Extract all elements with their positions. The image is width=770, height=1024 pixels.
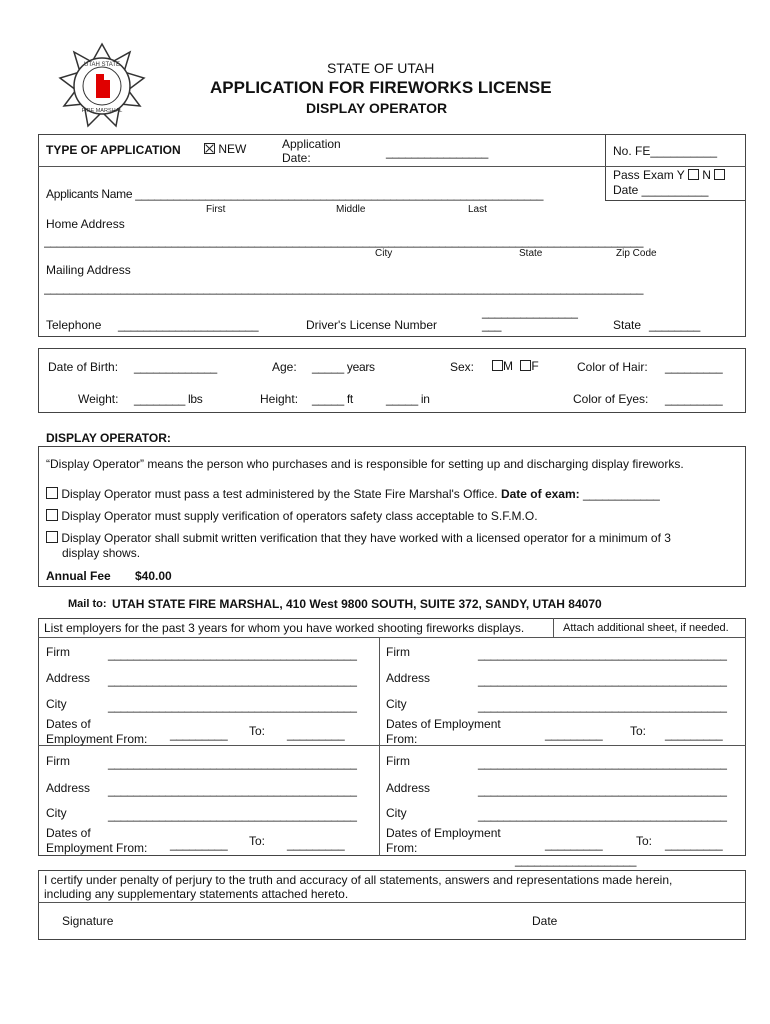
annual-fee-label: Annual Fee [46, 569, 111, 583]
new-label: NEW [218, 142, 247, 156]
sex-female-checkbox[interactable] [520, 360, 531, 371]
last-name-caption: Last [468, 204, 487, 215]
certify-top-line: ___________________ [515, 853, 637, 867]
state-heading: STATE OF UTAH [327, 60, 435, 76]
eye-color-label: Color of Eyes: [573, 392, 649, 406]
employer3-dates-label-2: Employment From: [46, 841, 148, 855]
employer1-dates-label-1: Dates of [46, 717, 91, 731]
employer4-dates-label-1: Dates of Employment [386, 826, 501, 840]
signature-date-label: Date [532, 914, 558, 928]
new-checkbox[interactable] [204, 143, 215, 154]
employer2-city-field[interactable]: _______________________________________ [478, 699, 727, 713]
sex-male-checkbox[interactable] [492, 360, 503, 371]
requirement-verification-text-2: display shows. [62, 546, 141, 560]
employer4-from-field[interactable]: _________ [545, 837, 603, 851]
application-date-field[interactable]: ________________ [386, 145, 488, 159]
employer4-city-field[interactable]: _______________________________________ [478, 808, 727, 822]
employer1-firm-field[interactable]: _______________________________________ [108, 647, 357, 661]
exam-date-label: Date of exam: [500, 487, 580, 501]
dob-field[interactable]: _____________ [134, 360, 217, 374]
employer4-to-label: To: [636, 834, 653, 848]
employer1-from-field[interactable]: _________ [170, 727, 228, 741]
zip-caption: Zip Code [616, 248, 657, 259]
employer2-firm-field[interactable]: _______________________________________ [478, 647, 727, 661]
employer3-dates-label-1: Dates of [46, 826, 91, 840]
employer1-address-label: Address [46, 671, 91, 685]
weight-field[interactable]: ________ lbs [134, 392, 203, 406]
employer4-firm-label: Firm [386, 754, 410, 768]
requirement-test-checkbox[interactable] [46, 487, 58, 499]
employers-instruction: List employers for the past 3 years for whom you have worked shooting fireworks displays. [44, 621, 525, 635]
telephone-label: Telephone [46, 318, 102, 332]
state-caption: State [519, 248, 543, 259]
first-name-caption: First [206, 204, 226, 215]
employer3-address-field[interactable]: _______________________________________ [108, 783, 357, 797]
weight-label: Weight: [78, 392, 119, 406]
employer1-address-field[interactable]: _______________________________________ [108, 673, 357, 687]
pass-exam-label: Pass Exam Y [613, 168, 685, 182]
drivers-license-field-bottom[interactable]: ___ [482, 318, 502, 332]
annual-fee-value: $40.00 [135, 569, 172, 583]
drivers-license-field-top[interactable]: _______________ [482, 305, 578, 319]
application-date-label-1: Application [282, 137, 341, 151]
home-address-field[interactable]: ______________________________________________________________________________________________ [44, 234, 644, 248]
applicants-name-field[interactable]: Applicants Name ________________________________________________________________ [46, 187, 544, 201]
dob-label: Date of Birth: [48, 360, 119, 374]
svg-text:FIRE MARSHAL: FIRE MARSHAL [81, 108, 123, 114]
height-inches-field[interactable]: _____ in [386, 392, 430, 406]
employer3-firm-label: Firm [46, 754, 70, 768]
employer4-address-label: Address [386, 781, 431, 795]
requirement-test-text: Display Operator must pass a test administered by the State Fire Marshal's Office. [61, 487, 498, 501]
display-operator-definition: “Display Operator” means the person who purchases and is responsible for setting up and discharging display fireworks. [46, 457, 684, 471]
mail-to-label: Mail to: [68, 598, 107, 610]
employer3-from-field[interactable]: _________ [170, 837, 228, 851]
age-label: Age: [272, 360, 297, 374]
pass-exam-yes-checkbox[interactable] [688, 169, 699, 180]
certification-text-1: I certify under penalty of perjury to the truth and accuracy of all statements, answers and representations made herein, [44, 873, 673, 887]
pass-exam-no-label: N [702, 168, 711, 182]
mailing-address-label: Mailing Address [46, 263, 131, 277]
sex-male-label: M [503, 359, 513, 373]
fire-marshal-seal [56, 40, 148, 132]
height-label: Height: [260, 392, 299, 406]
employer1-city-field[interactable]: _______________________________________ [108, 699, 357, 713]
employer2-address-label: Address [386, 671, 431, 685]
employer2-from-field[interactable]: _________ [545, 727, 603, 741]
requirement-verification-text-1: Display Operator shall submit written verification that they have worked with a licensed operator for a minimum of 3 [61, 531, 671, 545]
drivers-license-label: Driver's License Number [306, 318, 437, 332]
employer1-dates-label-2: Employment From: [46, 732, 148, 746]
exam-date-field[interactable]: ____________ [582, 487, 660, 501]
height-feet-field[interactable]: _____ ft [312, 392, 353, 406]
dl-state-label: State [613, 318, 642, 332]
fe-number-field[interactable]: No. FE__________ [613, 144, 718, 158]
form-title: APPLICATION FOR FIREWORKS LICENSE [210, 78, 552, 97]
employer1-firm-label: Firm [46, 645, 70, 659]
employer2-firm-label: Firm [386, 645, 410, 659]
attach-sheet-note: Attach additional sheet, if needed. [563, 622, 729, 634]
mail-to-address: UTAH STATE FIRE MARSHAL, 410 West 9800 SOUTH, SUITE 372, SANDY, UTAH 84070 [112, 597, 602, 611]
employer1-city-label: City [46, 697, 67, 711]
city-caption: City [375, 248, 393, 259]
application-date-label-2: Date: [282, 151, 311, 165]
employer2-dates-label-2: From: [386, 732, 418, 746]
employer2-dates-label-1: Dates of Employment [386, 717, 501, 731]
requirement-safety-class-checkbox[interactable] [46, 509, 58, 521]
type-of-application-label: TYPE OF APPLICATION [46, 143, 181, 157]
employer4-to-field[interactable]: _________ [665, 837, 723, 851]
eye-color-field[interactable]: _________ [665, 392, 723, 406]
employer3-firm-field[interactable]: _______________________________________ [108, 756, 357, 770]
exam-date-field[interactable]: Date __________ [613, 183, 709, 197]
certification-text-2: including any supplementary statements attached hereto. [44, 887, 349, 901]
pass-exam-no-checkbox[interactable] [714, 169, 725, 180]
employer3-to-label: To: [249, 834, 266, 848]
sex-female-label: F [531, 359, 539, 373]
employer1-to-label: To: [249, 724, 266, 738]
employer4-firm-field[interactable]: _______________________________________ [478, 756, 727, 770]
employer1-to-field[interactable]: _________ [287, 727, 345, 741]
age-field[interactable]: _____ years [312, 360, 375, 374]
telephone-field[interactable]: ______________________ [118, 318, 259, 332]
mailing-address-field[interactable]: ______________________________________________________________________________________________ [44, 281, 644, 295]
dl-state-field[interactable]: ________ [649, 318, 700, 332]
employer4-dates-label-2: From: [386, 841, 418, 855]
employer2-to-label: To: [630, 724, 647, 738]
employer3-address-label: Address [46, 781, 91, 795]
home-address-label: Home Address [46, 217, 125, 231]
requirement-verification-checkbox[interactable] [46, 531, 58, 543]
display-operator-heading: DISPLAY OPERATOR: [46, 431, 171, 445]
hair-color-field[interactable]: _________ [665, 360, 723, 374]
employer4-address-field[interactable]: _______________________________________ [478, 783, 727, 797]
employer3-to-field[interactable]: _________ [287, 837, 345, 851]
form-subtitle: DISPLAY OPERATOR [306, 100, 448, 116]
sex-label: Sex: [450, 360, 475, 374]
employer3-city-label: City [46, 806, 67, 820]
svg-text:UTAH STATE: UTAH STATE [84, 62, 120, 68]
employer2-city-label: City [386, 697, 407, 711]
hair-color-label: Color of Hair: [577, 360, 648, 374]
employer3-city-field[interactable]: _______________________________________ [108, 808, 357, 822]
employer2-to-field[interactable]: _________ [665, 727, 723, 741]
requirement-safety-class-text: Display Operator must supply verification of operators safety class acceptable to S.F.M.O. [61, 509, 538, 523]
middle-name-caption: Middle [336, 204, 366, 215]
signature-label: Signature [62, 914, 114, 928]
employer2-address-field[interactable]: _______________________________________ [478, 673, 727, 687]
employer4-city-label: City [386, 806, 407, 820]
